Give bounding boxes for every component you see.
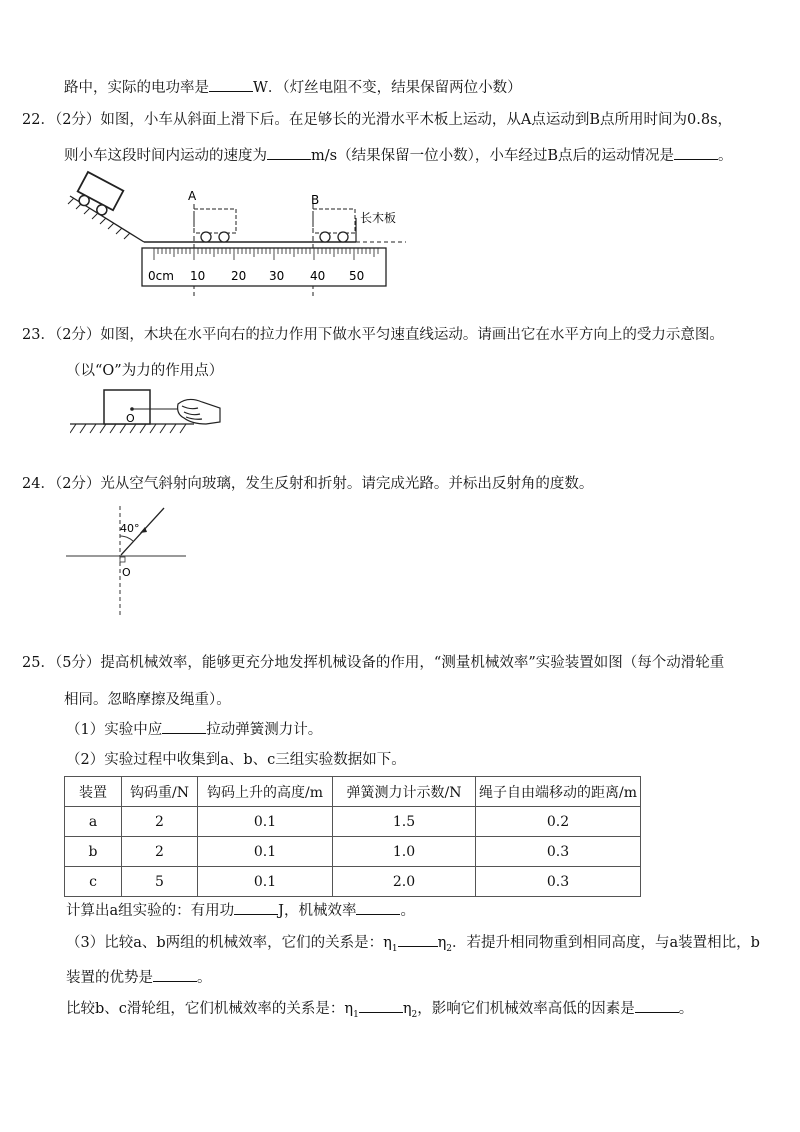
q21-answer-blank[interactable] [209, 78, 253, 92]
cart-a [194, 209, 236, 242]
table-header: 绳子自由端移动的距离/m [476, 777, 641, 807]
q21-text-end: W．（灯丝电阻不变，结果保留两位小数） [253, 80, 522, 96]
q25-sub1-b: 拉动弹簧测力计。 [206, 722, 323, 738]
sub3-line3-b: η [402, 1001, 412, 1017]
relation-ab-blank[interactable] [398, 933, 438, 947]
useful-work-blank[interactable] [234, 901, 278, 915]
table-header-row [65, 777, 641, 807]
slope-hatch [68, 198, 130, 239]
table-header: 钩码上升的高度/m [198, 777, 333, 807]
q25-sub3-line3 [66, 997, 693, 1020]
ruler-label-0: 0cm [148, 269, 174, 283]
q22-speed-blank[interactable] [267, 146, 311, 160]
q25-sub1-a: （1）实验中应 [66, 722, 163, 738]
q22-text-b: m/s（结果保留一位小数），小车经过B点后的运动情况是 [311, 148, 674, 164]
sub3-text-b: η [437, 935, 447, 951]
ground-hatch [70, 424, 186, 433]
efficiency-blank[interactable] [356, 901, 400, 915]
point-o-label: O [122, 566, 131, 579]
experiment-table [64, 776, 641, 897]
ruler-label-40: 40 [310, 269, 326, 283]
calc-text-c: 。 [400, 903, 415, 919]
eta2-sub: 2 [446, 943, 452, 954]
table-cell: 1.0 [333, 837, 476, 867]
angle-label: 40° [120, 522, 140, 535]
table-cell: 0.3 [476, 867, 641, 897]
table-cell: 0.1 [198, 837, 333, 867]
q25-sub2: （2）实验过程中收集到a、b、c三组实验数据如下。 [66, 752, 406, 768]
table-cell: 0.1 [198, 867, 333, 897]
q22-figure [66, 168, 416, 298]
table-cell: 1.5 [333, 807, 476, 837]
table-cell: 0.2 [476, 807, 641, 837]
q22-motion-blank[interactable] [674, 146, 718, 160]
sub3-line2-b: 。 [197, 970, 212, 986]
table-cell: 2 [122, 807, 198, 837]
q25-calc [66, 899, 415, 920]
angle-arc [120, 536, 133, 541]
table-cell: b [65, 837, 122, 867]
table-header: 弹簧测力计示数/N [333, 777, 476, 807]
table-row [65, 867, 641, 897]
ruler-label-50: 50 [349, 269, 365, 283]
label-b: B [311, 193, 320, 207]
calc-text-b: J，机械效率 [278, 903, 357, 919]
q23-note: （以“O”为力的作用点） [66, 363, 224, 379]
q22-text-c: 。 [717, 148, 733, 164]
q24-figure [64, 500, 194, 620]
cart-on-slope [73, 172, 123, 219]
table-cell: 2 [122, 837, 198, 867]
q23-figure [70, 386, 230, 438]
sub3-line3-c: ，影响它们机械效率高低的因素是 [417, 1001, 635, 1017]
sub3-line3-d: 。 [678, 1001, 694, 1017]
ruler-label-20: 20 [231, 269, 247, 283]
sub3-line3-a: 比较b、c滑轮组，它们机械效率的关系是：η [66, 1001, 354, 1017]
q25-sub3 [66, 931, 760, 954]
table-cell: 5 [122, 867, 198, 897]
q22-stem-line2 [64, 144, 732, 165]
point-o-label: O [126, 412, 135, 425]
table-header: 钩码重/N [122, 777, 198, 807]
q22-text-a: 则小车这段时间内运动的速度为 [64, 148, 267, 164]
q25-stem: 25．（5分）提高机械效率，能够更充分地发挥机械设备的作用，“测量机械效率”实验装置如图（每个动滑轮重 [22, 655, 725, 671]
table-row [65, 807, 641, 837]
calc-text-a: 计算出a组实验的：有用功 [66, 903, 235, 919]
table-cell: c [65, 867, 122, 897]
eta2-sub: 2 [411, 1009, 418, 1020]
q22-stem: 22．（2分）如图，小车从斜面上滑下后。在足够长的光滑水平木板上运动，从A点运动到B点所用时间为0.8s， [22, 112, 733, 128]
cart-b [313, 209, 355, 242]
q24-stem: 24．（2分）光从空气斜射向玻璃，发生反射和折射。请完成光路。并标出反射角的度数。 [22, 476, 594, 492]
relation-bc-blank[interactable] [359, 999, 403, 1013]
eta1-sub: 1 [353, 1009, 359, 1020]
sub3-text-c: ．若提升相同物重到相同高度，与a装置相比，b [452, 935, 760, 951]
q21-tail-line [64, 76, 522, 97]
right-angle-mark [120, 557, 125, 562]
table-cell: 2.0 [333, 867, 476, 897]
table-cell: a [65, 807, 122, 837]
sub3-line2-a: 装置的优势是 [66, 970, 153, 986]
label-a: A [188, 189, 197, 203]
advantage-blank[interactable] [153, 968, 197, 982]
factor-blank[interactable] [635, 999, 679, 1013]
hand-icon [178, 399, 220, 424]
table-header: 装置 [65, 777, 122, 807]
q23-stem: 23．（2分）如图，木块在水平向右的拉力作用下做水平匀速直线运动。请画出它在水平方向上的受力示意图。 [22, 327, 724, 343]
eta1-sub: 1 [391, 943, 398, 954]
q25-stem-line2: 相同。忽略摩擦及绳重）。 [64, 692, 231, 708]
ruler-label-30: 30 [269, 269, 285, 283]
q25-pull-blank[interactable] [162, 720, 206, 734]
q25-sub3-line2 [66, 966, 212, 987]
table-row [65, 837, 641, 867]
table-cell: 0.3 [476, 837, 641, 867]
table-cell: 0.1 [198, 807, 333, 837]
board-label: 长木板 [360, 211, 397, 225]
q25-sub1 [66, 718, 322, 739]
q21-text: 路中，实际的电功率是 [64, 80, 209, 96]
ruler-label-10: 10 [190, 269, 206, 283]
sub3-text-a: （3）比较a、b两组的机械效率，它们的关系是：η [66, 935, 392, 951]
